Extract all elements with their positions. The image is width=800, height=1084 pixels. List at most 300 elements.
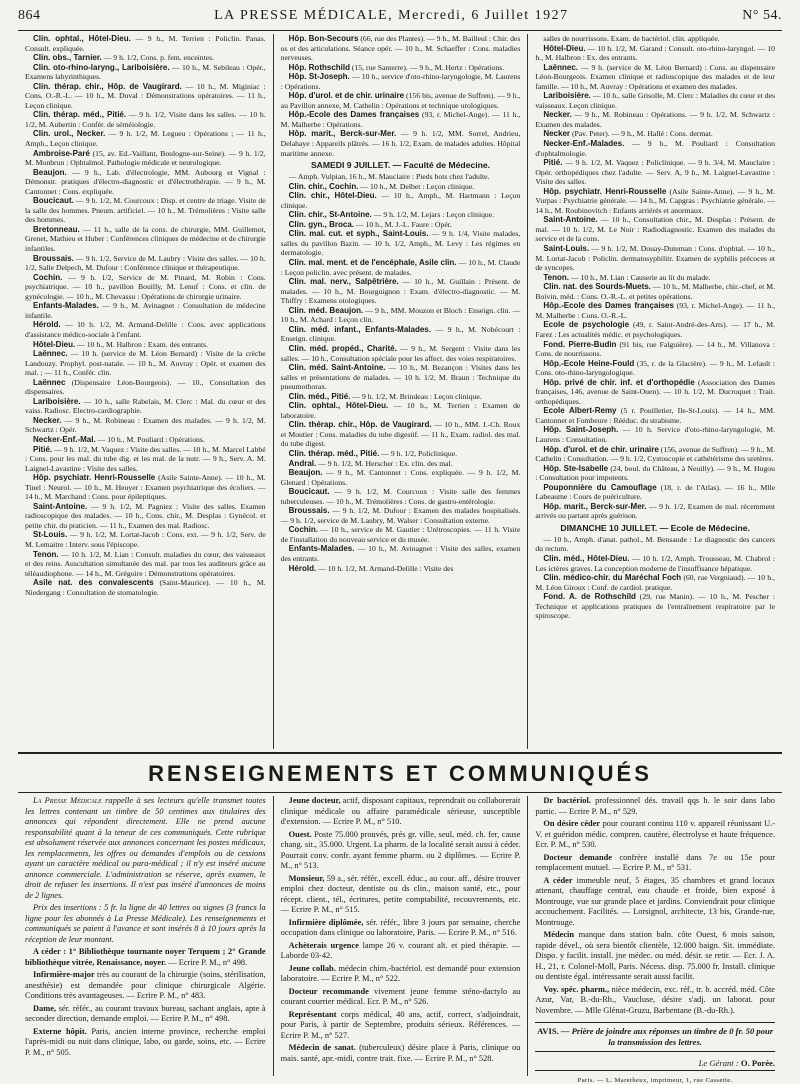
classified-ad [281, 830, 521, 872]
schedule-entry [281, 110, 521, 129]
entry-text: — 9 h. 1/2, Policlinique. [379, 448, 458, 458]
schedule-entry [281, 220, 521, 230]
schedule-entry [281, 525, 521, 544]
schedule-entry [25, 63, 266, 82]
entry-venue: Bretonneau. [33, 224, 80, 234]
entry-venue: Hôp.-Ecole des Dames françaises [543, 301, 674, 311]
classified-ad [535, 853, 775, 874]
gerant-label: Le Gérant : [698, 1058, 739, 1068]
entry-venue: Enfants-Malades. [288, 544, 355, 554]
schedule-entry [281, 34, 521, 63]
classified-ad [535, 985, 775, 1017]
entry-text: (29, rue Manin). — 10 h., M. Pescher : Technique et applications pratiques de l'entraînement respiratoire par le spiroscope. [535, 592, 776, 621]
ad-text: confrère installé dans 7e ou 15e pour remplacement mutuel. — Ecrire P. M., n° 531. [535, 852, 775, 872]
entry-text: — 9 h., M. Cantonnet : Cons. expliquée. — 9 h. 1/2, M. Glenard : Opérations. [280, 468, 521, 487]
ad-text: — Ecrire P. M., n° 498. [166, 957, 248, 967]
entry-text: — 10 h., M. Malherbe, chir.-chef, et M. Boivin, méd. : Cons. O.-R.-L. et petites opérations. [535, 282, 775, 301]
entry-venue: Lariboisière. [33, 396, 81, 406]
entry-text: — 9 h. 1/2, M. Lejars : Leçon clinique. [371, 210, 495, 220]
entry-text: — 9 h. 1/2, Service de M. Pinard, M. Robin : Cons. psychiatrique. — 10 h., pavillon Bouilly, M. Lenuf : Cons. et clin. de gynécologie. — 10 h., M. Chevassu : Opérations de chirurgie urinaire. [25, 272, 266, 301]
entry-text: — 10 h., M. Lian : Causerie au lit du malade. [568, 272, 711, 282]
classifieds-column-2 [273, 796, 528, 1076]
entry-venue: Hôp. psychiatr. Henri-Rousselle [33, 473, 156, 483]
ad-lead: Jeune docteur, [288, 796, 341, 805]
entry-text: — 9 h., M. Robineau : Examen des malades. — 9 h. 1/2, M. Schwartz : Opér. [25, 415, 266, 435]
classified-ad [25, 947, 266, 968]
entry-venue: Beaujon. [288, 468, 323, 478]
ad-text: 59 a., sér. référ., excell. éduc., au cour. aff., désire trouver emploi chez docteur, dentiste ou ds clin., maison santé, etc., pour récept. client., tél., écritures, petite comptabilité, recouvrements, etc. — Ecrire P. M., n° 515. [280, 873, 521, 914]
schedule-entry [25, 320, 266, 339]
entry-venue: Clin. mal. ment. et de l'encéphale, Asile clin. [288, 258, 457, 268]
entry-text: (Asile Sainte-Anne). — 9 h., M. Vurpas : Psychiatrie générale. — 14 h., M. Capgras : Psychiatrie générale. — 14 h., M. Roubinovitch : Enfants arriérés et anormaux. [535, 186, 776, 215]
entry-text: — 10 h., M. Pouliard : Opérations. [95, 434, 205, 444]
classified-ad [281, 1043, 521, 1064]
ad-text: médecin chim.-bactériol. est demandé pour extension laboratoire. — Ecrire P. M., n° 522. [280, 963, 521, 983]
schedule-entry [281, 182, 521, 192]
entry-text: — 9 h. 1/4, Visite malades, salles du pavillon Bazin. — 10 h. 1/2, Amph., M. Levy : Les régimes en dermatologie. [280, 229, 521, 258]
ad-text: sér. référ., libre 3 jours par semaine, cherche occupation dans clinique ou laboratoire, Paris. — Ecrire P. M., n° 516. [280, 917, 521, 937]
entry-text: (15, av. Ed.-Vaillant, Boulogne-sur-Seine). — 9 h. 1/2, M. Monbrun : Ophtalmol. Pathologie médicale et neurologique. [25, 148, 266, 168]
entry-text: — 10 h., M. Sebileau : Opér., Examens labyrinthiques. [25, 62, 266, 82]
schedule-entry [535, 535, 775, 554]
entry-venue: Hôp. d'urol. et de chir. urinaire [543, 444, 659, 454]
classified-ad [281, 874, 521, 916]
ad-lead: Achèterais urgence [288, 940, 359, 950]
schedule-entry [25, 530, 266, 549]
entry-text: — 10 h. 1/2, M. Lian : Consult. maladies du cœur, des vaisseaux et des reins. Auscultation simultanée des mal. par tous les auditeurs grâce au téléaudiophone. — 14 h., M. Grégoire : Démonstrations opératoires. [25, 549, 266, 578]
entry-text: — 9 h., M. Avinagnet : Consultation de médecine infantile. [25, 301, 266, 320]
schedule-entry [25, 473, 266, 502]
entry-venue: Hérold. [33, 320, 61, 330]
entry-text: — Amph. Vulpian, 16 h., M. Mauclaire : Pieds bots chez l'adulte. [288, 172, 490, 182]
entry-venue: Hôp. Ste-Isabelle [543, 463, 609, 473]
entry-text: (49, r. Saint-André-des-Arts). — 17 h., M. Farez : Les actualités médic. et psychologiques. [535, 320, 775, 339]
schedule-entry [25, 301, 266, 320]
schedule-entry [281, 468, 521, 487]
schedule-entry [535, 44, 775, 63]
classified-ad [535, 876, 775, 929]
entry-venue: Clin. thérap. méd., Pitié. [33, 110, 127, 120]
ad-text: très au courant de la chirurgie (soins, stérilisation, anesthésie) est demandée pour clinique chirurgicale Algérie. Conditions très avantageuses. — Ecrire P. M., n° 483. [25, 970, 266, 1000]
entry-venue: Necker-Enf.-Malades. [543, 139, 625, 149]
entry-venue: Clin. gyn., Broca. [288, 219, 354, 229]
schedule-entry [535, 592, 775, 621]
entry-text: salles de nourrissons. Exam. de bactériol. clin. appliquée. [543, 34, 720, 43]
entry-venue: Broussais. [33, 253, 74, 263]
ad-lead: Médecin de sanat. [288, 1043, 356, 1052]
schedule-entry [535, 301, 775, 320]
entry-venue: Clin. méd., Pitié. [288, 391, 351, 401]
entry-venue: Broussais. [288, 506, 330, 516]
rubric-prices [25, 903, 266, 945]
entry-text: — 11 h., salle de la cons. de chirurgie, MM. Guillemot, Grenet, Mathieu et Huber : Conférences cliniques de médecine et de chirurgie infantiles. [25, 224, 266, 254]
entry-venue: Enfants-Malades. [33, 301, 99, 311]
entry-text: — 9 h. 1/2, Service de M. Laubry : Visite des salles. — 10 h. 1/2, Salle Delpech, M. Dufour : Conférence clinique et thérapeutique. [25, 253, 266, 273]
ad-lead: Dame, [33, 1003, 57, 1013]
entry-venue: Necker [543, 129, 571, 139]
schedule-entry [25, 340, 266, 350]
page-number: 864 [18, 8, 41, 23]
entry-venue: Clin. thérap. chir., Hôp. de Vaugirard. [33, 81, 182, 91]
entry-text: — 10 h. Service d'oto-rhino-laryngologie, M. Laurens : Consultation. [535, 425, 776, 444]
entry-text: — 10 h., Consultation chir., M. Desplas : Présent. de mal. — 10 h. 1/2, M. Le Noir : Radiodiagnostic. Examen des malades du service et de la cons. [535, 215, 775, 244]
entry-text: (93, r. Michel-Ange). — 11 h., M. Malherbe : Cons. O.-R.-L. [535, 301, 775, 320]
entry-venue: Hôp. Bon-Secours [288, 34, 359, 43]
avis-label: AVIS. [537, 1026, 559, 1036]
entry-text: — 10 h. 1/2, M. Armand-Delille : Visite des [316, 563, 454, 573]
entry-text: — 10 h., MM. J.-Ch. Roux et Moutier : Cons. maladies du tube digestif. — 11 h., Exam. radiol. des mal. du tube digest. [280, 420, 521, 449]
classified-ad [281, 796, 521, 828]
classifieds-columns [18, 796, 782, 1084]
schedule-column-2 [273, 34, 528, 749]
entry-text: (Pav. Peter). — 9 h., M. Hallé : Cons. dermat. [570, 129, 713, 139]
ad-text: Prix des insertions : 5 fr. la ligne de 40 lettres ou signes (3 francs la ligne pour les abonnés à La Presse Médicale). Les renseignements et communiqués se paient à l'avance et sont insérés 8 à 10 jours après la réception de leur montant. [25, 903, 266, 944]
schedule-columns [18, 34, 782, 749]
schedule-entry [25, 273, 266, 302]
entry-text: (Association des Dames françaises, 146, avenue de Saint-Ouen). — 10 h. 1/2, M. Ducroquet : Trait. orthopédiques. [535, 377, 776, 406]
entry-venue: Hôp. Saint-Joseph. [543, 425, 619, 435]
ad-text: nièce médecin, exc. réf., tr. b. accréd. méd. Côte Azur, Var, B.-du-Rh., Vaucluse, désire s'adj. un laborat. pour Novembre. — Mlle Glénat-Gruzu, Barbentane (B.-du-Rh.). [535, 984, 775, 1015]
classifieds-list [535, 796, 775, 1016]
classified-ad [535, 796, 775, 817]
schedule-entry [535, 273, 775, 283]
section-title: RENSEIGNEMENTS ET COMMUNIQUÉS [148, 761, 652, 786]
entry-text: (60, rue Vergniaud). — 10 h., M. Léon Giroux : Conf. de cardiol. pratique. [535, 573, 775, 592]
entry-venue: Hôp.-Ecole Heine-Fould [543, 358, 635, 368]
ad-text: corps médical, 40 ans, actif, correct, s'adjoindrait, pour Paris, à partir de Septembre, produits sérieux. Références. — Ecrire P. M., n° 527. [280, 1009, 521, 1040]
entry-venue: Boucicaut. [288, 487, 330, 497]
entry-venue: Tenon. [33, 549, 59, 559]
entry-text: — 9 h. 1/2, M. Vaquez : Visite des salles. — 10 h., M. Marcel Labbé : Cons. pour les mal. du tube dig. et les mal. de la nutr. — 9 h., Serv. A. M. Laignel-Lavastine : Visite des salles. [25, 444, 266, 473]
entry-text: — 10 h., service de M. Gautier : Urétroscopies. — 11 h. Visite de l'installation du nouveau service et du musée. [280, 525, 521, 544]
entry-venue: Clin. mal. nerv., Salpêtrière. [288, 277, 399, 287]
schedule-entry [281, 306, 521, 325]
ad-text: Poste 75.000 prouvés, prés gr. ville, seul, méd. ch. fer, cause chang. sit., 35.000. Urgent. La pharm. de la localité serait aussi à céder. Pourrait conv. confr. ayant femme pharm. ou 2 diplômes. — Ecrire P. M., n° 513. [280, 829, 521, 870]
entry-venue: Saint-Antoine. [33, 501, 88, 511]
section-title-rule [18, 792, 782, 793]
schedule-entry [535, 502, 775, 521]
schedule-entry [25, 397, 266, 416]
avis-notice [535, 1022, 775, 1052]
ad-text: Paris, ancien interne province, recherche emploi l'après-midi ou nuit dans clinique, labo, ou garde, soins, etc. — Ecrire P. M., n° 505. [25, 1026, 266, 1057]
classified-ad [25, 970, 266, 1002]
schedule-entry [535, 110, 775, 129]
entry-venue: Clin. nat. des Sourds-Muets. [543, 282, 651, 292]
day-heading: SAMEDI 9 JUILLET. — Faculté de Médecine. [310, 160, 491, 171]
entry-venue: Clin. méd. Beaujon. [288, 305, 364, 315]
entry-text: — 10 h., M. Halbron : Exam. des entrants. [75, 339, 209, 349]
schedule-entry [535, 129, 775, 139]
gerant-name: O. Porée. [738, 1058, 775, 1068]
ad-text: rappelle à ses lecteurs qu'elle transmet toutes les lettres contenant un timbre de 50 centimes aux titulaires des annonces qui répondent directement. Elle ne prend aucune responsabilité quant à la teneur de ces communiqués. Cette rubrique est absolument réservée aux annonces concernant les postes médicaux, les remplacements, les offres ou demandes d'emplois ou de cessions ayant un caractère médical ou para-médical ; il n'y est inséré aucune annonce commerciale. L'administration se réserve, après examen, le droit de refuser les insertions. Il n'est pas inséré d'annonces de moins de 2 lignes. [25, 796, 266, 900]
entry-text: — 9 h. 1/2, M. Brindeau : Leçon clinique. [350, 391, 482, 401]
entry-venue: Clin. médico-chir. du Maréchal Foch [543, 573, 682, 583]
schedule-entry [281, 325, 521, 344]
schedule-entry [25, 550, 266, 579]
entry-text: — 9 h. 1/2, M. Herscher : Ex. clin. des mal. [316, 458, 453, 468]
entry-text: — 9 h. 1/2, MM. Sorrel, Andrieu, Delahaye : Appareils plâtrés. — 16 h. 1/2, Exam. de malades adultes. Hôpital maritime annexe. [280, 129, 521, 158]
entry-venue: Clin. ophtal., Hôtel-Dieu. [288, 401, 389, 411]
entry-text: (91 bis, rue Falguière). — 14 h., M. Villanova : Cons. de nourrissons. [535, 339, 776, 359]
entry-venue: Fond. A. de Rothschild [543, 592, 636, 602]
ad-lead: Infirmière diplômée, [288, 917, 364, 927]
entry-text: — 10 h., M. Delbet : Leçon clinique. [358, 181, 475, 191]
schedule-entry [535, 340, 775, 359]
entry-venue: Cochin. [33, 272, 63, 282]
entry-venue: Clin. ophtal., Hôtel-Dieu. [33, 34, 131, 43]
schedule-entry [535, 91, 775, 110]
schedule-entry [535, 282, 775, 301]
entry-text: — 10 h., salle Grisolle, M. Clerc : Maladies du cœur et des vaisseaux. Leçon clinique. [535, 91, 775, 110]
schedule-entry [25, 378, 266, 397]
ad-text: professionnel dés. travail qqs h. le soir dans labo partic. — Ecrire P. M., n° 529. [535, 796, 775, 816]
entry-venue: Clin. thérap. chir., Hôp. de Vaugirard. [288, 420, 432, 430]
schedule-entry [281, 344, 521, 363]
ad-text: immeuble neuf, 5 étages, 35 chambres et grand locaux attenant, chauffage central, eau chaude et froide, bien exposé à Montrouge, vue sur grande place et jardins. Conviendrait pour clinique accouchement. Facilités. — Lorsignol, architecte, 13 bis, Grande-rue, Montrouge. [535, 875, 775, 927]
entry-text: — 10 h. 1/2, M. Garand : Consult. oto-rhino-laryngol. — 10 h., M. Halbron : Ex. des entrants. [535, 43, 775, 63]
entry-text: (18, r. de l'Atlas). — 16 h., Mlle Labeaume : Cours de puériculture. [535, 482, 776, 502]
schedule-entry [535, 554, 775, 573]
schedule-entry [25, 82, 266, 111]
entry-text: — 9 h. 1/2, M. Courcoux : Disp. et centre de triage. Visite de la salle des hommes. Pneum. artificiel. — 10 h., M. Trémolières : Visite salle des hommes. [25, 196, 266, 225]
entry-venue: Saint-Louis. [543, 244, 590, 254]
schedule-entry [281, 258, 521, 277]
entry-venue: Ecole de psychologie [543, 320, 630, 330]
entry-venue: Hôp. d'urol. et de chir. urinaire [288, 91, 405, 101]
entry-text: — 9 h., M. Terrien : Policlin. Panas. Consult. expliquée. [25, 34, 266, 53]
entry-text: — 10 h., service d'oto-rhino-laryngologie, M. Laurens : Opérations. [280, 72, 521, 91]
schedule-entry [25, 416, 266, 435]
entry-text: (156 bis, avenue de Suffren). — 9 h., au Pavillon annexe, M. Cathelin : Opérations et technique urologiques. [280, 91, 521, 110]
schedule-entry [535, 187, 775, 216]
entry-venue: St-Louis. [33, 530, 68, 540]
schedule-entry [535, 445, 775, 464]
entry-venue: Clin. méd. propéd., Charité. [288, 343, 397, 353]
entry-venue: Hôtel-Dieu. [543, 43, 586, 53]
entry-venue: Clin. méd., Hôtel-Dieu. [543, 553, 630, 563]
schedule-entry [25, 168, 266, 197]
ad-text: sér. référ., au courant travaux bureau, sachant anglais, apte à seconder direction, demande emploi. — Ecrire P. M., n° 498. [25, 1003, 266, 1023]
entry-text: — 9 h. 1/2, M. Legueu : Opérations ; — 11 h., Amph., Leçon clinique. [25, 129, 266, 149]
entry-venue: Pitié. [33, 444, 53, 454]
schedule-entry [281, 392, 521, 402]
entry-text: — 9 h., M. Robineau : Opérations. — 9 h. 1/2, M. Schwartz : Examen des malades. [535, 110, 775, 129]
ad-lead: A céder : 1° Bibliothèque tournante noyer Terquem ; 2° Grande bibliothèque vitrée, Renaissance, noyer. [25, 947, 266, 967]
schedule-entry [281, 229, 521, 258]
entry-text: (24, boul. du Château, à Neuilly). — 9 h., M. Hugou : Consultation pour impotents. [535, 463, 775, 483]
schedule-entry [281, 363, 521, 392]
entry-text: — 10 h., salle Rabelais, M. Clerc : Mal. du cœur et des vaiss. Radiosc. Electro-cardiographie. [25, 396, 266, 416]
printer-line: Paris. — L. Maretheux, imprimeur, 1, rue Cassette. [577, 1077, 733, 1084]
entry-text: — 10 h., M. Bezançon : Visites dans les salles et présentations de malades. — 10 h. 1/2, M. Braun : Technique du pneumothorax. [280, 363, 521, 392]
gerant-line [535, 1058, 775, 1068]
schedule-entry [25, 129, 266, 148]
entry-text: — 10 h., M. Claude : Leçon policlin. avec présent. de malades. [280, 258, 521, 277]
entry-venue: Laënnec. [543, 62, 579, 72]
entry-venue: Lariboisière. [543, 91, 591, 101]
schedule-entry [535, 158, 775, 187]
entry-text: — 9 h., MM. Mouzon et Bloch : Enseign. clin. — 10 h., M. Achard : Leçon clin. [280, 305, 521, 325]
ad-lead: Docteur recommande [288, 986, 369, 996]
schedule-entry [535, 406, 775, 425]
entry-venue: Pouponnière du Camouflage [543, 482, 657, 492]
schedule-entry [535, 378, 775, 407]
ad-text: pour courant continu 110 v. appareil réunissant U.-V. et guéridon médic. compren. cautère, électrolyse et haute fréquence. Ecr. P. M., n° 530. [535, 819, 775, 849]
ad-lead: Externe hôpit. [33, 1026, 87, 1036]
schedule-entry [25, 349, 266, 378]
header-rule [18, 30, 782, 31]
schedule-entry [535, 483, 775, 502]
entry-venue: Clin. chir., St-Antoine. [288, 210, 372, 220]
schedule-entry [535, 359, 775, 378]
ad-lead: Voy. spéc. pharm., [543, 984, 610, 994]
ad-lead: A céder [543, 875, 573, 885]
schedule-entry [25, 578, 266, 597]
day-heading: DIMANCHE 10 JUILLET. — Ecole de Médecine. [560, 522, 750, 533]
classified-ad [535, 819, 775, 851]
entry-venue: Andral. [288, 458, 317, 468]
classifieds-column-1 [18, 796, 273, 1076]
ad-text: lampe 26 v. courant alt. et pied thérapie. — Laborde 03-42. [280, 940, 521, 960]
entry-text: (93, r. Michel-Ange). — 11 h., M. Malherbe : Opérations. [280, 110, 521, 129]
entry-venue: Hôp. St-Joseph. [288, 72, 350, 82]
entry-venue: Cochin. [288, 525, 318, 535]
entry-venue: Pitié. [543, 158, 563, 168]
entry-venue: Necker-Enf.-Mal. [33, 434, 96, 444]
ad-lead: On désire céder [543, 819, 601, 828]
ad-text: (tuberculeux) désire place à Paris, clinique ou mais. santé, apr.-midi, contre trait. fixe. — Ecrire P. M., n° 528. [280, 1043, 521, 1063]
schedule-entry [25, 196, 266, 225]
schedule-entry [25, 254, 266, 273]
entry-text: (35, r. de la Glacière). — 9 h., M. Lefault : Cons. oto-rhino-laryngologique. [535, 358, 775, 378]
entry-text: — 10 h., M. Avinagnet : Visite des salles, examen des entrants. [280, 544, 521, 563]
entry-text: — 10 h. (service de M. Léon Bernard) : Visite de la crèche Landouzy. Prophyl. post-natale. — 10 h., M. Auvray : Opér. et examen des mal. ; — 11 h., Confér. clin. [25, 349, 266, 378]
entry-text: — 9 h. 1/2, M. Courcoux : Visite salle des femmes tuberculeuses. — 10 h., M. Trémolières : Cons. de gastro-entérologie. [280, 487, 521, 506]
rubric-notice [25, 796, 266, 901]
schedule-entry [281, 172, 521, 182]
schedule-entry [281, 401, 521, 420]
classified-ad [25, 1027, 266, 1059]
entry-venue: Asile nat. des convalescents [33, 578, 154, 588]
entry-venue: Clin. thérap. méd., Pitié. [288, 448, 380, 458]
entry-venue: Clin. oto-rhino-laryng., Lariboisière. [33, 62, 170, 72]
entry-venue: Hôp. psychiatr. Henri-Rousselle [543, 186, 667, 196]
entry-venue: Ambroise-Paré [33, 148, 90, 158]
entry-text: — 10 h. 1/2, Amph. Trousseau, M. Chabrol : Les ictères graves. La conception moderne de l'insuffisance hépatique. [535, 553, 775, 573]
classified-ad [281, 1010, 521, 1042]
schedule-entry [535, 63, 775, 92]
classified-ad [25, 1004, 266, 1025]
entry-venue: Laënnec [33, 377, 66, 387]
schedule-entry [25, 149, 266, 168]
entry-venue: Clin. méd. Saint-Antoine. [288, 363, 386, 373]
schedule-entry [535, 34, 775, 44]
schedule-entry [281, 459, 521, 469]
schedule-entry [535, 320, 775, 339]
entry-venue: Boucicaut. [33, 196, 74, 206]
classified-ad [281, 987, 521, 1008]
entry-venue: Necker. [543, 110, 572, 120]
schedule-entry [281, 91, 521, 110]
entry-text: — 10 h., M. Terrien : Examen de laboratoire. [280, 401, 521, 420]
schedule-entry [281, 210, 521, 220]
entry-venue: Clin. méd. infant., Enfants-Malades. [288, 324, 431, 334]
schedule-entry [25, 502, 266, 531]
schedule-column-1 [18, 34, 273, 749]
ad-lead: Médecin [543, 930, 575, 939]
avis-text: — Prière de joindre aux réponses un timbre de 0 fr. 50 pour la transmission des lettres. [558, 1026, 774, 1047]
entry-venue: Clin. chir., Cochin. [288, 181, 359, 191]
entry-text: — 9 h., Lab. d'électrologie, MM. Aubourg et Vignal : Démonstr. pratiques d'électro-diagnostic et d'électrothérapie. — 9 h., M. Cantonnet : Cons. expliquée. [25, 167, 266, 196]
schedule-entry [25, 110, 266, 129]
ad-lead: Dr bactériol. [543, 796, 591, 805]
journal-title: LA PRESSE MÉDICALE, Mercredi, 6 Juillet 1927 [214, 8, 569, 23]
entry-text: — 9 h., M. Nobécourt : Enseign. clinique. [280, 324, 521, 344]
entry-text: (156, avenue de Suffren). — 9 h., M. Cathelin : Consultation. — 9 h. 1/2, Cystoscopie et cathétérisme des uretères. [535, 444, 775, 464]
schedule-entry [281, 420, 521, 449]
schedule-entry [281, 544, 521, 563]
printer-rule [535, 1070, 775, 1071]
schedule-entry [535, 464, 775, 483]
entry-text: — 10 h. 1/2, M. Armand-Delille : Cons. avec applications d'assistance médico-sociale à l'enfant. [25, 320, 266, 339]
schedule-entry [535, 215, 775, 244]
entry-text: (Asile Sainte-Anne). — 10 h., M. Tinel : Neurol. — 10 h., M. Heuyer : Examen psychiatrique des écoliers. — 14 h., M. Marchand : Cons. pour épileptiques. [25, 473, 266, 502]
ad-text: vivement jeune femme sténo-dactylo au courant courrier médical. Ecr. P. M., n° 526. [280, 986, 521, 1006]
entry-venue: Laënnec. [33, 349, 68, 359]
entry-text: (Dispensaire Léon-Bourgeois). — 10., Consultation des dispensaires. [25, 377, 266, 397]
ad-lead: Ouest. [288, 829, 312, 839]
entry-text: — 9 h., M. Pouliard : Consultation d'ophtalmologie. [535, 139, 775, 158]
entry-text: — 9 h. 1/2, Visite dans les salles. — 10 h. 1/2, M. Aubertin : Confér. de séméiologie. [25, 110, 266, 129]
entry-text: — 9 h. (service de M. Léon Bernard) : Cons. au dispensaire Léon-Bourgeois. Examen clinique et radioscopique des malades et de leur famille. — 10 h., M. Auvray : Opérations et examen des malades. [535, 62, 775, 91]
ad-lead: Représentant [288, 1009, 337, 1019]
entry-text: (66, rue des Plantes). — 9 h., M. Bailleul : Chir. des os et des articulations. Séance opér. — 10 h., M. Schaeffer : Cons. maladies nerveuses. [280, 34, 521, 63]
entry-venue: Hôp. privé de chir. inf. et d'orthopédie [543, 377, 695, 387]
schedule-entry [281, 564, 521, 574]
schedule-entry [281, 72, 521, 91]
entry-venue: Hôp. marit., Berck-sur-Mer. [543, 501, 647, 511]
entry-venue: Hôp. Rothschild [288, 62, 350, 72]
entry-venue: Fond. Pierre-Budin [543, 339, 617, 349]
entry-text: — 10 h., M. J.-L. Faure : Opér. [354, 219, 452, 229]
schedule-entry [281, 191, 521, 210]
ad-text: manque dans station baln. côte Ouest, 6 mois saison, rapide dével., où sera bientôt clientèle, 12.000 baign. Sit. immédiate. Dispo. y facilit. install. jne médec. ou méd. désir. se retir. — Ecr. J. A. H., 21, r. Colonel-Moll, Paris. Nécess. disp. 75.000 fr. Install. clinique ou dentiste égal. intéressante serait aussi facilit. [535, 930, 775, 981]
schedule-entry [281, 63, 521, 73]
entry-text: (Saint-Maurice). — 10 h., M. Niedergang : Consultation de stomatologie. [25, 578, 266, 597]
schedule-entry [25, 53, 266, 63]
page-header [18, 8, 782, 30]
classified-ad [281, 918, 521, 939]
ad-lead: Docteur demande [543, 852, 612, 862]
entry-text: — 10 h., M. Guillain : Présent. de malades. — 10 h., M. Bourguignon : Exam. d'électro-diagnostic. — M. Thiffry : Examens otologiques. [280, 277, 521, 306]
schedule-entry [281, 129, 521, 158]
entry-venue: Ecole Albert-Remy [543, 406, 617, 416]
classified-ad [281, 941, 521, 962]
schedule-entry [535, 244, 775, 273]
schedule-entry [25, 225, 266, 254]
entry-text: — 9 h. 1/2, M. Dufour : Examen des malades hospitalisés. — 9 h. 1/2, service de M. Laubry, M. Walser : Consultation externe. [280, 506, 521, 525]
entry-venue: Tenon. [543, 272, 569, 282]
ad-lead: Jeune collab. [288, 963, 336, 973]
entry-venue: Necker. [33, 415, 62, 425]
schedule-entry [281, 449, 521, 459]
classified-ad [281, 964, 521, 985]
entry-text: — 9 h. 1/2, M. Douay-Duteman : Cons. d'ophtal. — 10 h., M. Lortat-Jacob : Policlin. dermatosyphilitr. Examen de syphilis précoces et de syncopes. [535, 244, 775, 273]
entry-venue: Hérold. [288, 563, 317, 573]
schedule-entry [281, 277, 521, 306]
entry-venue: Hôp.-Ecole des Dames françaises [288, 110, 420, 120]
entry-text: — 9 h. 1/2, Examen de mal. récemment arrivés ou partant après guérison. [535, 501, 775, 521]
